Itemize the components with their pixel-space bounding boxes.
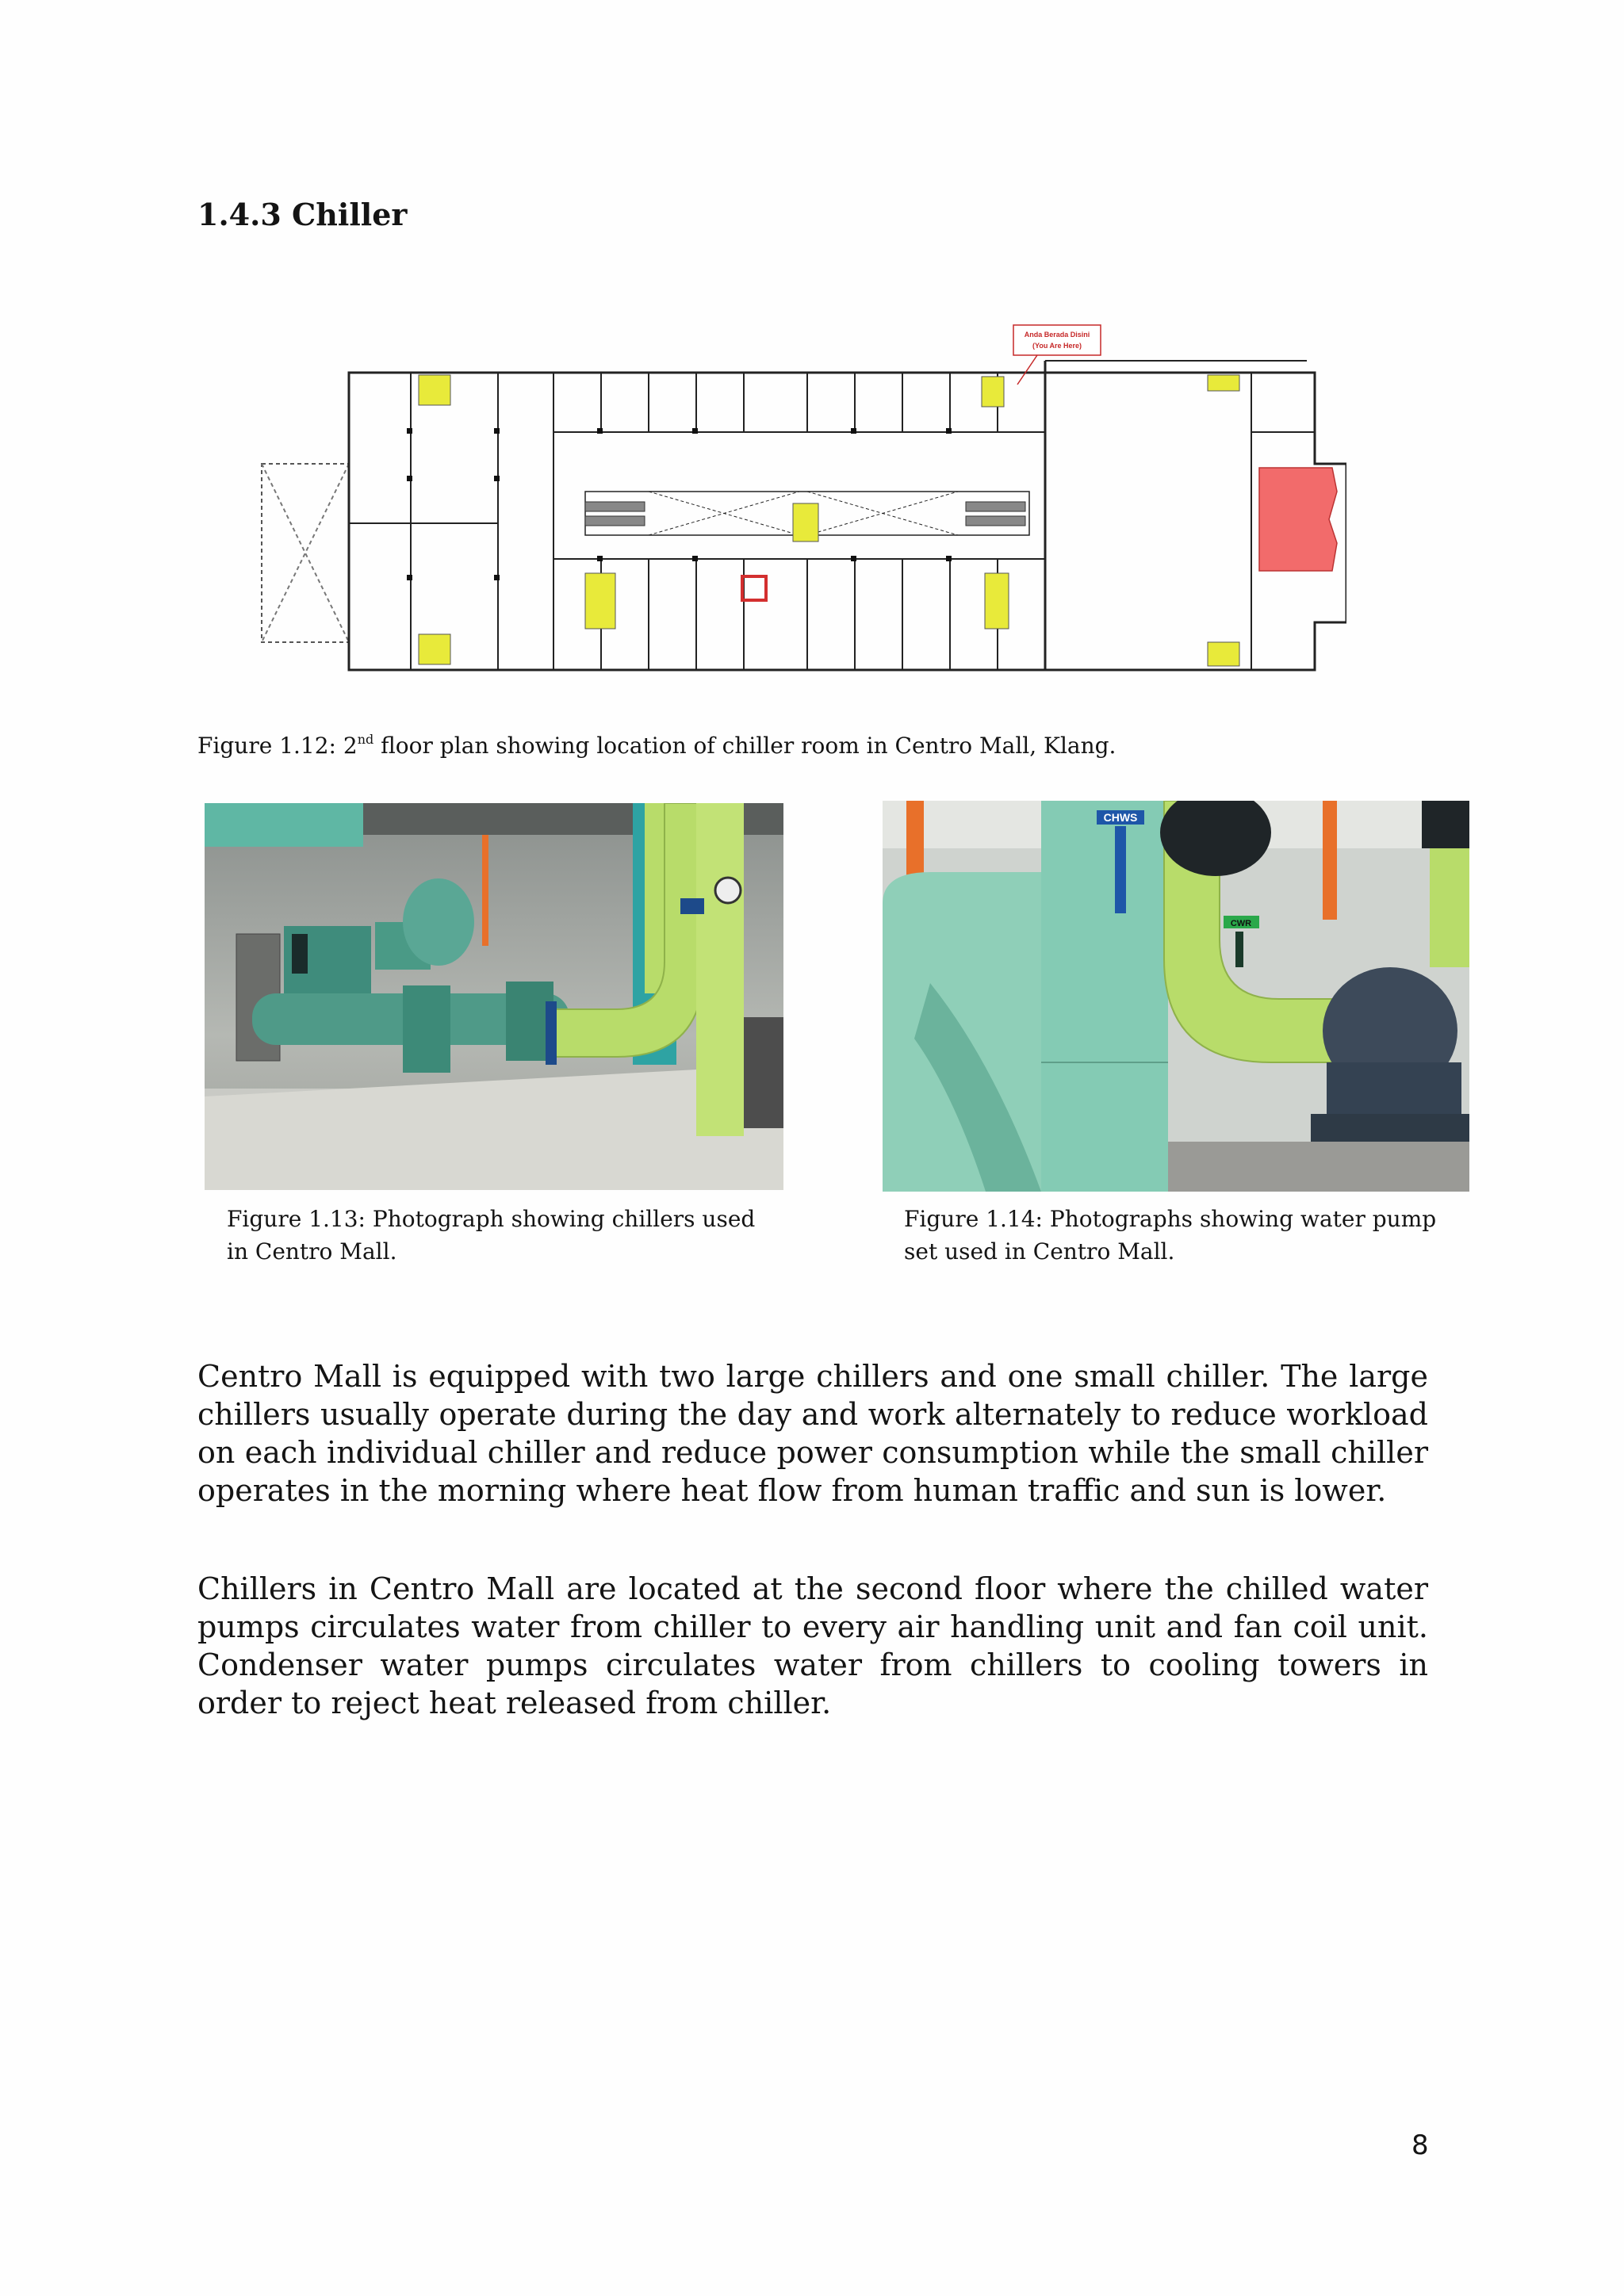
figure-1-12-caption-superscript: nd — [357, 732, 374, 747]
figure-1-12-caption — [197, 723, 1116, 762]
you-are-here-callout-line2: (You Are Here) — [1032, 342, 1082, 350]
body-paragraph-2: Chillers in Centro Mall are located at the second floor where the chilled water pumps circulates water from chiller to every air handling unit and fan coil unit. Condenser water pumps circulates water from chillers to cooling towers in order to reject heat released from chiller. — [197, 1571, 1428, 1720]
chillers-photograph — [205, 803, 783, 1190]
cwr-pipe-label: CWR — [1230, 919, 1252, 928]
figure-1-13-caption: Figure 1.13: Photograph showing chillers used in Centro Mall. — [227, 1206, 756, 1265]
chws-pipe-label: CHWS — [1103, 811, 1138, 824]
water-pump-photograph — [883, 801, 1469, 1192]
figure-1-12-caption-prefix: Figure 1.12: 2 — [197, 733, 358, 759]
figure-1-14-caption: Figure 1.14: Photographs showing water pump set used in Centro Mall. — [904, 1206, 1437, 1265]
page-number: 8 — [1411, 2130, 1429, 2161]
body-paragraph-1: Centro Mall is equipped with two large chillers and one small chiller. The large chillers usually operate during the day and work alternately to reduce workload on each individual chiller and reduce power consumption while the small chiller operates in the morning where heat flow from human traffic and sun is lower. — [197, 1359, 1428, 1508]
figure-1-12-caption-suffix: floor plan showing location of chiller room in Centro Mall, Klang. — [373, 733, 1116, 759]
floor-plan-figure — [252, 321, 1346, 678]
you-are-here-callout-line1: Anda Berada Disini — [1024, 331, 1090, 339]
section-heading: 1.4.3 Chiller — [197, 197, 408, 232]
